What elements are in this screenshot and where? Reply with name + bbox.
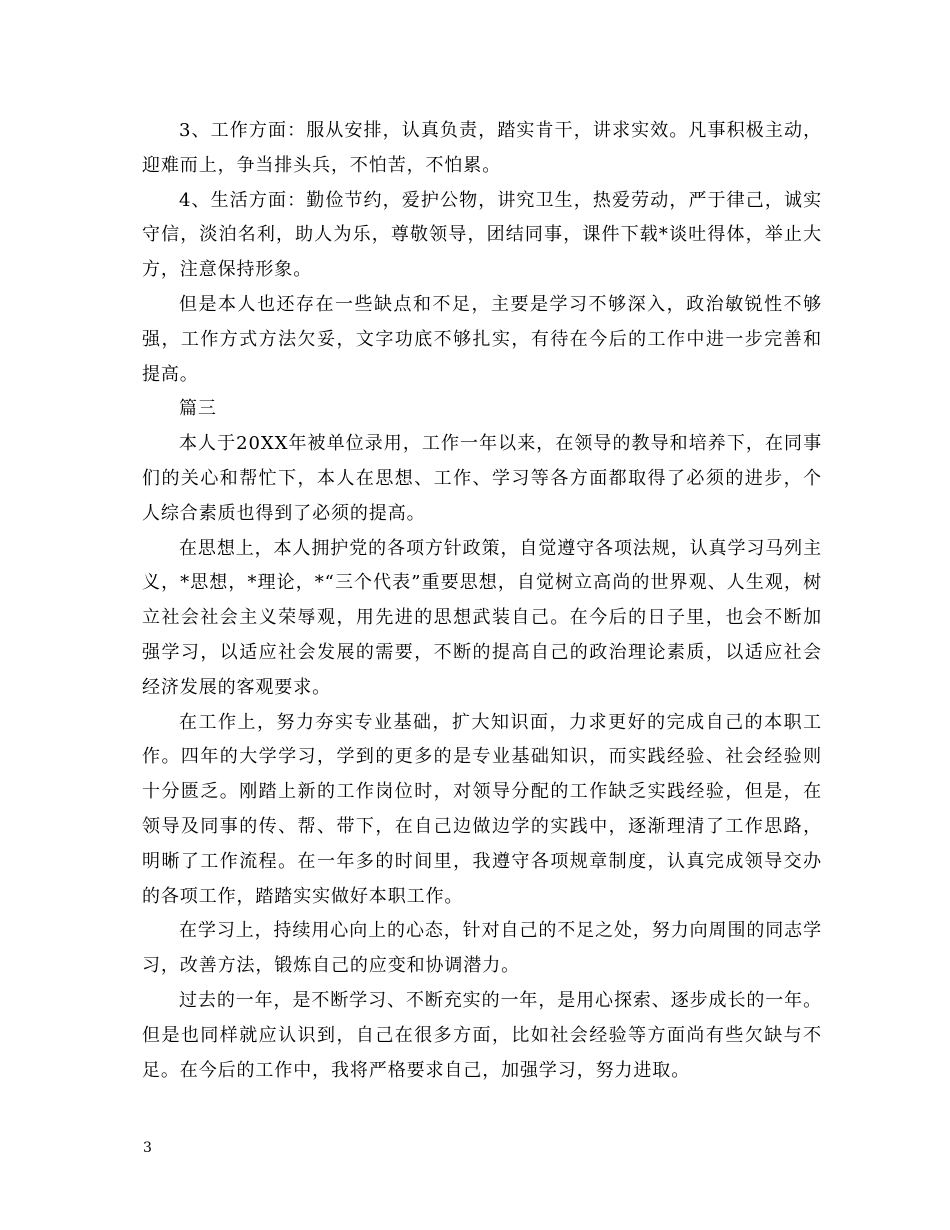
paragraph-work-aspect: 3、工作方面：服从安排，认真负责，踏实肯干，讲求实效。凡事积极主动，迎难而上，争当排头兵，不怕苦，不怕累。 — [142, 120, 822, 176]
paragraph-ideology: 在思想上，本人拥护党的各项方针政策，自觉遵守各项法规，认真学习马列主义，*思想，*理论，*“三个代表”重要思想，自觉树立高尚的世界观、人生观，树立社会社会主义荣辱观，用先进的思想武装自己。在今后的日子里，也会不断加强学习，以适应社会发展的需要，不断的提高自己的政治理论素质，以适应社会经济发展的客观要求。 — [142, 537, 822, 698]
page-number: 3 — [143, 1140, 152, 1156]
paragraph-study: 在学习上，持续用心向上的心态，针对自己的不足之处，努力向周围的同志学习，改善方法，锻炼自己的应变和协调潜力。 — [142, 920, 822, 977]
paragraph-summary: 过去的一年，是不断学习、不断充实的一年，是用心探索、逐步成长的一年。但是也同样就应认识到，自己在很多方面，比如社会经验等方面尚有些欠缺与不足。在今后的工作中，我将严格要求自己，加强学习，努力进取。 — [142, 989, 822, 1081]
section-heading: 篇三 — [179, 398, 217, 420]
paragraph-life-aspect: 4、生活方面：勤俭节约，爱护公物，讲究卫生，热爱劳动，严于律己，诚实守信，淡泊名利，助人为乐，尊敬领导，团结同事，课件下载*谈吐得体，举止大方，注意保持形象。 — [142, 189, 822, 281]
paragraph-shortcomings: 但是本人也还存在一些缺点和不足，主要是学习不够深入，政治敏锐性不够强，工作方式方法欠妥，文字功底不够扎实，有待在今后的工作中进一步完善和提高。 — [142, 293, 822, 385]
paragraph-intro: 本人于20XX年被单位录用，工作一年以来，在领导的教导和培养下，在同事们的关心和帮忙下，本人在思想、工作、学习等各方面都取得了必须的进步，个人综合素质也得到了必须的提高。 — [142, 433, 822, 524]
document-body — [142, 114, 822, 1088]
paragraph-work: 在工作上，努力夯实专业基础，扩大知识面，力求更好的完成自己的本职工作。四年的大学学习，学到的更多的是专业基础知识，而实践经验、社会经验则十分匮乏。刚踏上新的工作岗位时，对领导分配的工作缺乏实践经验，但是，在领导及同事的传、帮、带下，在自己边做边学的实践中，逐渐理清了工作思路，明晰了工作流程。在一年多的时间里，我遵守各项规章制度，认真完成领导交办的各项工作，踏踏实实做好本职工作。 — [142, 711, 822, 907]
